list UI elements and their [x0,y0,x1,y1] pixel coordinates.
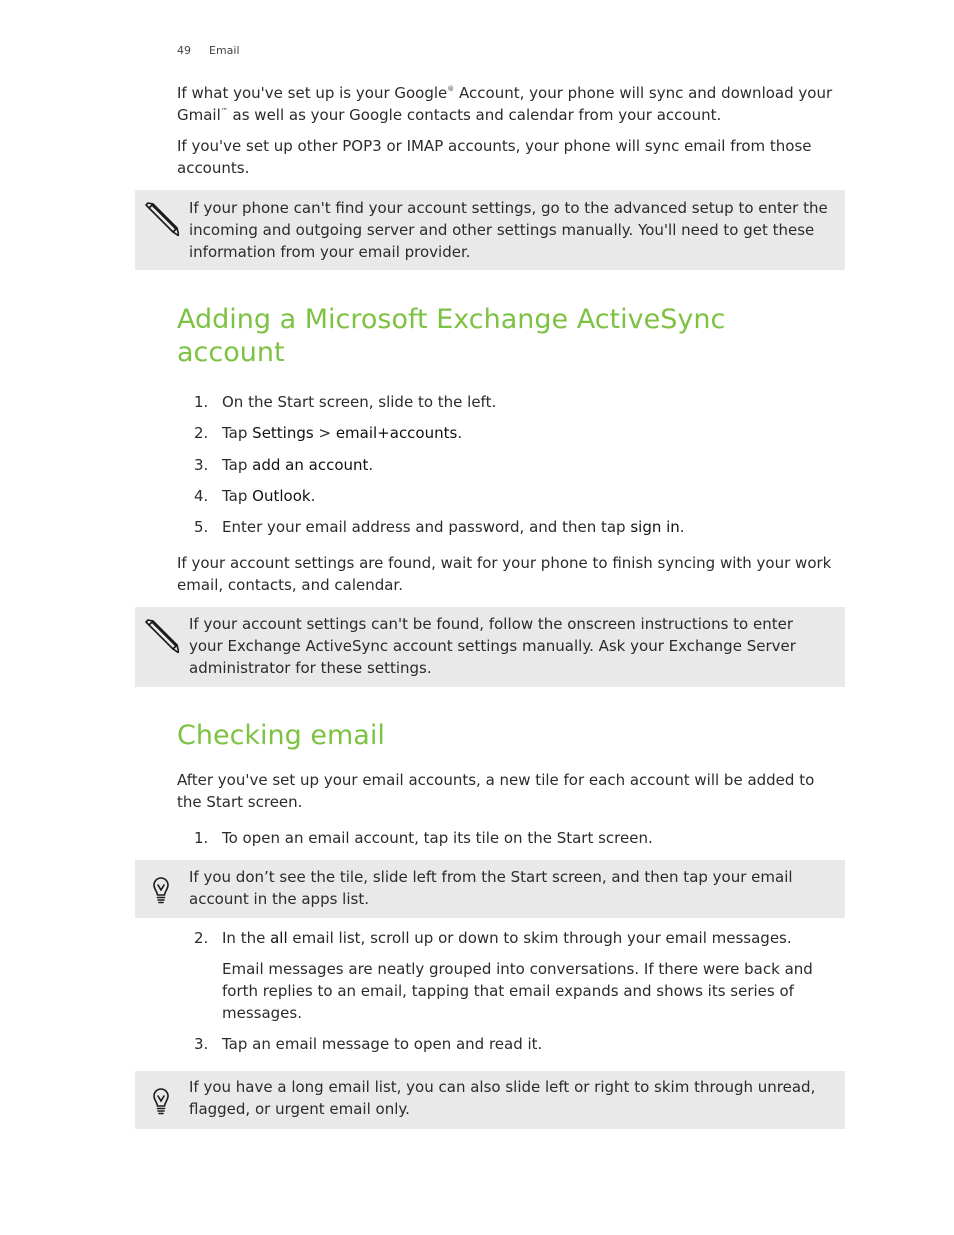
lightbulb-icon [143,1081,179,1117]
note-box-advanced-setup [135,190,845,270]
page-number: 49 [177,44,191,57]
ui-term-settings: Settings [252,424,314,442]
step-detail-conversations: Email messages are neatly grouped into conversations. If there were back and forth replies to an email, tapping that email expands and shows its series of messages. [222,960,813,1022]
ui-term-outlook: Outlook [252,487,311,505]
tip-text: If you have a long email list, you can also slide left or right to skim through unread, flagged, or urgent email only. [189,1078,816,1118]
pencil-icon [143,200,179,236]
paragraph-new-tile: After you've set up your email accounts, a new tile for each account will be added to the Start screen. [177,771,815,811]
ui-term-sign-in: sign in [630,518,680,536]
note-text: If your account settings can't be found, follow the onscreen instructions to enter your Exchange ActiveSync account settings manually. Ask your Exchange Server administrator for these settings. [189,615,796,677]
note-box-settings-not-found [135,607,845,687]
ui-term-add-account: add an account [252,456,369,474]
paragraph-settings-found: If your account settings are found, wait for your phone to finish syncing with your work email, contacts, and calendar. [177,554,832,594]
pencil-icon [143,617,179,653]
note-text: If your phone can't find your account settings, go to the advanced setup to enter the incoming and outgoing server and other settings manually. You'll need to get these information from your email provider. [189,199,828,261]
ui-term-all: all [270,929,288,947]
section-heading-checking-email: Checking email [177,720,385,751]
tip-box-tile [135,860,845,918]
section-heading-exchange: Adding a Microsoft Exchange ActiveSync account [177,304,726,368]
lightbulb-icon [143,870,179,906]
intro-paragraph-pop3: If you've set up other POP3 or IMAP accounts, your phone will sync email from those accounts. [177,137,812,177]
intro-paragraph-google: If what you've set up is your Google® Account, your phone will sync and download your Gmail™ as well as your Google contacts and calendar from your account. [177,84,833,124]
tip-box-long-list [135,1071,845,1129]
page-header [177,44,240,57]
section-name: Email [209,44,240,57]
ui-term-email-accounts: email+accounts [335,424,458,442]
tip-text: If you don’t see the tile, slide left from the Start screen, and then tap your email account in the apps list. [189,868,793,908]
